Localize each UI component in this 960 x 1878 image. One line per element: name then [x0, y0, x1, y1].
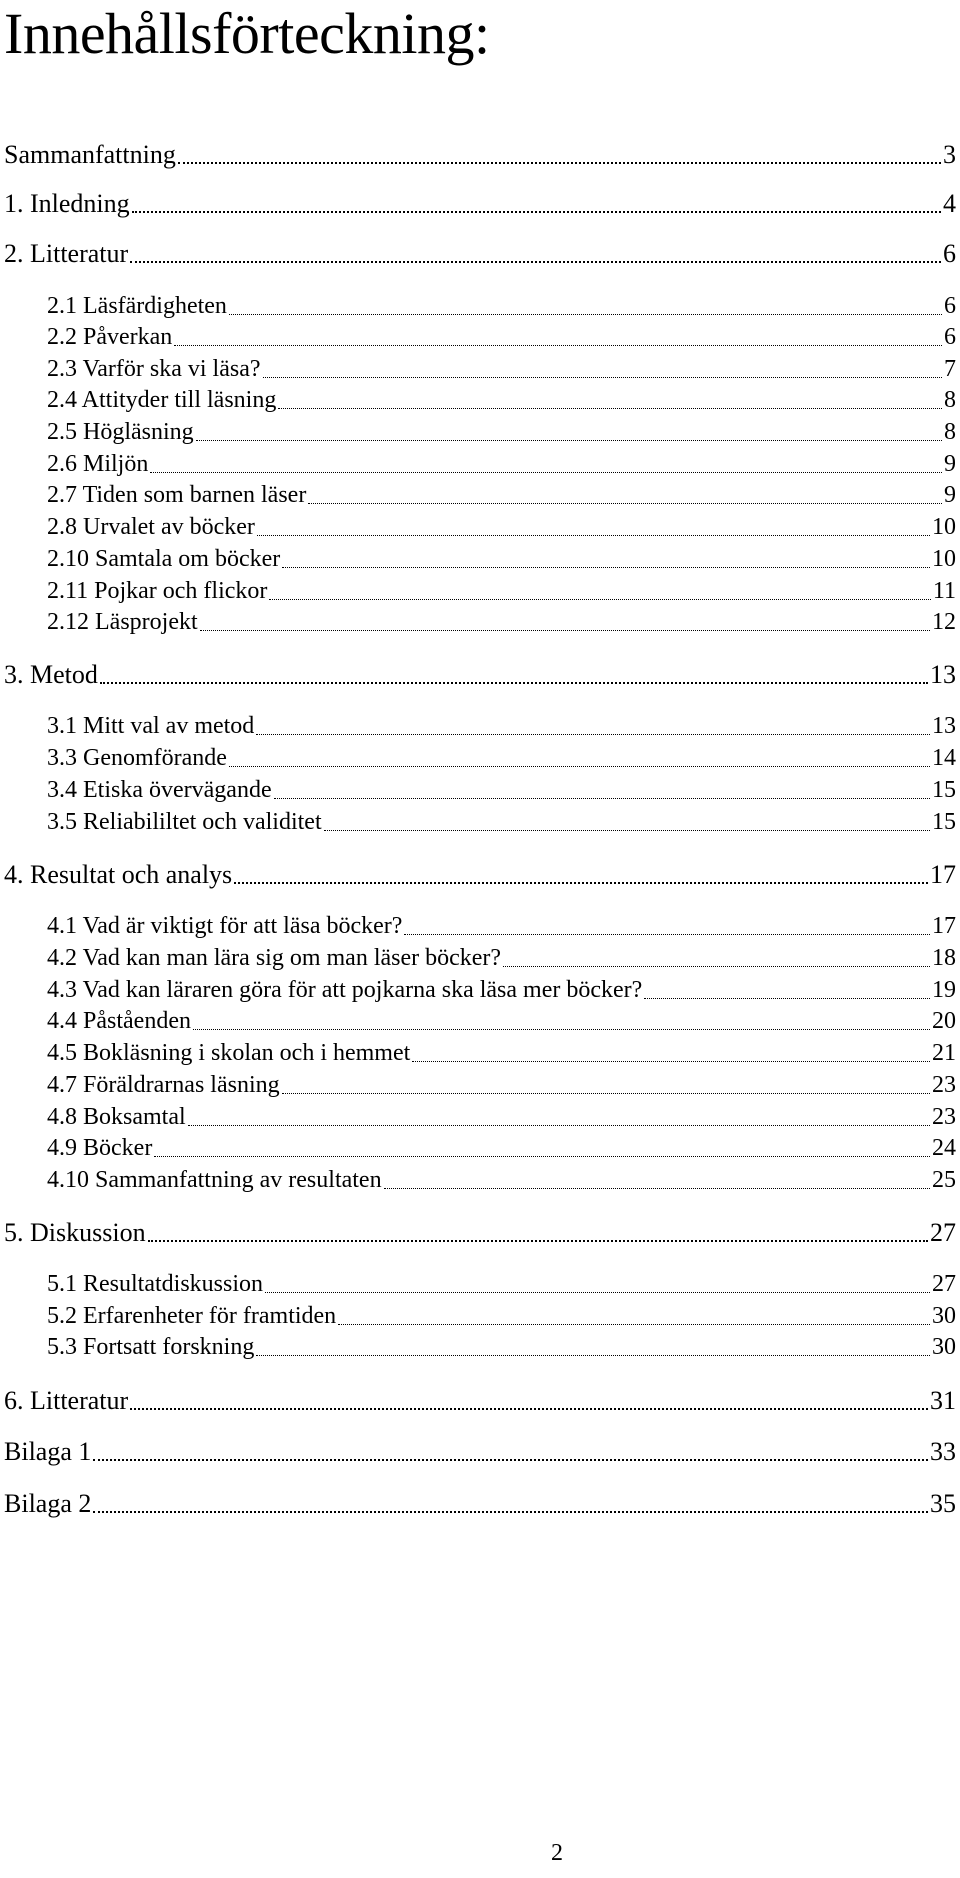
toc-entry-title: 2.6 Miljön [47, 451, 149, 477]
toc-entry[interactable] [4, 1218, 956, 1248]
toc-entry-title: Bilaga 1 [4, 1437, 92, 1466]
toc-entry-title: Bilaga 2 [4, 1489, 92, 1518]
dot-leader [503, 944, 930, 972]
toc-entry-page: 9 [944, 451, 956, 477]
toc-entry[interactable] [4, 976, 956, 1004]
toc-entry-title: 3.3 Genomförande [47, 745, 227, 771]
toc-entry-title: 2.1 Läsfärdigheten [47, 293, 227, 319]
dot-leader [229, 744, 930, 772]
toc-entry-page: 4 [943, 189, 956, 218]
toc-entry-page: 9 [944, 482, 956, 508]
toc-entry-page: 6 [944, 293, 956, 319]
toc-entry-title: 2.11 Pojkar och flickor [47, 578, 268, 604]
toc-entry-page: 23 [932, 1072, 956, 1098]
toc-entry-title: 2.3 Varför ska vi läsa? [47, 356, 261, 382]
toc-entry-title: 5. Diskussion [4, 1218, 146, 1247]
dot-leader [132, 189, 941, 219]
toc-entry[interactable] [4, 1270, 956, 1298]
toc-entry-page: 18 [932, 945, 956, 971]
dot-leader [188, 1103, 930, 1131]
toc-entry-title: 4.4 Påståenden [47, 1008, 191, 1034]
toc-entry[interactable] [4, 1039, 956, 1067]
toc-entry[interactable] [4, 712, 956, 740]
toc-entry[interactable] [4, 1103, 956, 1131]
toc-entry-title: 3.4 Etiska övervägande [47, 777, 272, 803]
toc-entry-page: 13 [932, 713, 956, 739]
toc-entry-title: 2. Litteratur [4, 239, 129, 268]
toc-entry-page: 11 [932, 578, 956, 604]
toc-entry-page: 14 [932, 745, 956, 771]
toc-entry[interactable] [4, 860, 956, 890]
toc-entry-title: 4.7 Föräldrarnas läsning [47, 1072, 280, 1098]
toc-entry-page: 17 [930, 860, 956, 889]
toc-entry[interactable] [4, 577, 956, 605]
dot-leader [130, 239, 941, 269]
toc-entry-page: 3 [943, 140, 956, 169]
dot-leader [196, 418, 942, 446]
toc-entry[interactable] [4, 1071, 956, 1099]
toc-entry[interactable] [4, 744, 956, 772]
toc-entry-page: 31 [930, 1386, 956, 1415]
toc-entry[interactable] [4, 944, 956, 972]
dot-leader [384, 1166, 930, 1194]
dot-leader [93, 1489, 928, 1519]
toc-entry-title: 2.7 Tiden som barnen läser [47, 482, 307, 508]
toc-entry[interactable] [4, 513, 956, 541]
toc-entry-title: 2.8 Urvalet av böcker [47, 514, 255, 540]
toc-entry-title: 4.9 Böcker [47, 1135, 153, 1161]
toc-entry[interactable] [4, 140, 956, 170]
toc-entry-page: 8 [944, 387, 956, 413]
page-number: 2 [551, 1840, 563, 1866]
toc-entry-title: 4.3 Vad kan läraren göra för att pojkarna ska läsa mer böcker? [47, 977, 643, 1003]
toc-entry-title: 2.12 Läsprojekt [47, 609, 198, 635]
toc-entry-page: 24 [932, 1135, 956, 1161]
toc-entry-title: 2.4 Attityder till läsning [47, 387, 277, 413]
toc-entry-page: 8 [944, 419, 956, 445]
toc-entry[interactable] [4, 912, 956, 940]
dot-leader [257, 513, 930, 541]
toc-entry[interactable] [4, 292, 956, 320]
dot-leader [412, 1039, 930, 1067]
dot-leader [263, 355, 943, 383]
toc-entry[interactable] [4, 1437, 956, 1467]
toc-entry[interactable] [4, 608, 956, 636]
toc-entry-page: 13 [930, 660, 956, 689]
toc-entry-page: 23 [932, 1104, 956, 1130]
toc-entry-title: 2.5 Högläsning [47, 419, 194, 445]
toc-entry[interactable] [4, 189, 956, 219]
dot-leader [404, 912, 930, 940]
toc-entry-page: 30 [932, 1303, 956, 1329]
dot-leader [644, 976, 930, 1004]
toc-entry-title: 4.5 Bokläsning i skolan och i hemmet [47, 1040, 411, 1066]
toc-entry[interactable] [4, 355, 956, 383]
dot-leader [100, 660, 928, 690]
toc-entry-page: 21 [932, 1040, 956, 1066]
dot-leader [150, 450, 942, 478]
toc-entry[interactable] [4, 1386, 956, 1416]
dot-leader [338, 1302, 930, 1330]
toc-entry[interactable] [4, 481, 956, 509]
toc-entry[interactable] [4, 239, 956, 269]
dot-leader [265, 1270, 930, 1298]
toc-entry-title: 5.3 Fortsatt forskning [47, 1334, 255, 1360]
toc-entry[interactable] [4, 1333, 956, 1361]
dot-leader [178, 140, 941, 170]
toc-entry-page: 12 [932, 609, 956, 635]
toc-entry-title: 3.1 Mitt val av metod [47, 713, 255, 739]
page-title: Innehållsförteckning: [4, 1, 490, 66]
toc-entry[interactable] [4, 1007, 956, 1035]
toc-entry-page: 35 [930, 1489, 956, 1518]
dot-leader [324, 808, 930, 836]
toc-entry[interactable] [4, 776, 956, 804]
toc-entry-title: 1. Inledning [4, 189, 130, 218]
toc-entry[interactable] [4, 660, 956, 690]
toc-entry-page: 20 [932, 1008, 956, 1034]
toc-entry-title: 2.10 Samtala om böcker [47, 546, 281, 572]
toc-entry[interactable] [4, 545, 956, 573]
dot-leader [234, 860, 928, 890]
toc-entry-title: 4.1 Vad är viktigt för att läsa böcker? [47, 913, 403, 939]
toc-entry-title: 6. Litteratur [4, 1386, 129, 1415]
toc-entry-page: 27 [932, 1271, 956, 1297]
toc-entry-page: 10 [932, 514, 956, 540]
dot-leader [193, 1007, 930, 1035]
toc-entry[interactable] [4, 450, 956, 478]
dot-leader [308, 481, 942, 509]
toc-entry-title: 4.2 Vad kan man lära sig om man läser böcker? [47, 945, 502, 971]
toc-entry[interactable] [4, 1134, 956, 1162]
toc-entry[interactable] [4, 1489, 956, 1519]
dot-leader [282, 1071, 930, 1099]
dot-leader [200, 608, 930, 636]
toc-entry-title: 4.10 Sammanfattning av resultaten [47, 1167, 382, 1193]
toc-entry-page: 15 [932, 809, 956, 835]
dot-leader [256, 712, 930, 740]
dot-leader [174, 323, 942, 351]
dot-leader [278, 386, 942, 414]
toc-entry[interactable] [4, 808, 956, 836]
toc-entry[interactable] [4, 1302, 956, 1330]
dot-leader [229, 292, 942, 320]
toc-entry-title: 2.2 Påverkan [47, 324, 173, 350]
toc-entry-page: 17 [932, 913, 956, 939]
toc-entry-page: 30 [932, 1334, 956, 1360]
toc-entry-title: 4.8 Boksamtal [47, 1104, 186, 1130]
toc-entry-title: 5.2 Erfarenheter för framtiden [47, 1303, 337, 1329]
dot-leader [269, 577, 930, 605]
toc-entry-page: 19 [932, 977, 956, 1003]
toc-entry-page: 7 [944, 356, 956, 382]
toc-entry-page: 6 [943, 239, 956, 268]
dot-leader [93, 1437, 928, 1467]
toc-entry-title: 3. Metod [4, 660, 98, 689]
dot-leader [148, 1218, 928, 1248]
toc-entry[interactable] [4, 386, 956, 414]
toc-entry-page: 15 [932, 777, 956, 803]
toc-entry[interactable] [4, 1166, 956, 1194]
toc-entry-page: 27 [930, 1218, 956, 1247]
dot-leader [282, 545, 930, 573]
toc-entry-title: 5.1 Resultatdiskussion [47, 1271, 264, 1297]
dot-leader [130, 1386, 928, 1416]
toc-entry-title: 4. Resultat och analys [4, 860, 233, 889]
toc-entry-page: 25 [932, 1167, 956, 1193]
toc-entry-page: 10 [932, 546, 956, 572]
toc-entry-title: 3.5 Reliabililtet och validitet [47, 809, 322, 835]
dot-leader [274, 776, 930, 804]
toc-entry[interactable] [4, 418, 956, 446]
toc-entry-page: 6 [944, 324, 956, 350]
toc-entry-page: 33 [930, 1437, 956, 1466]
dot-leader [256, 1333, 930, 1361]
toc-entry-title: Sammanfattning [4, 140, 176, 169]
dot-leader [154, 1134, 930, 1162]
toc-entry[interactable] [4, 323, 956, 351]
